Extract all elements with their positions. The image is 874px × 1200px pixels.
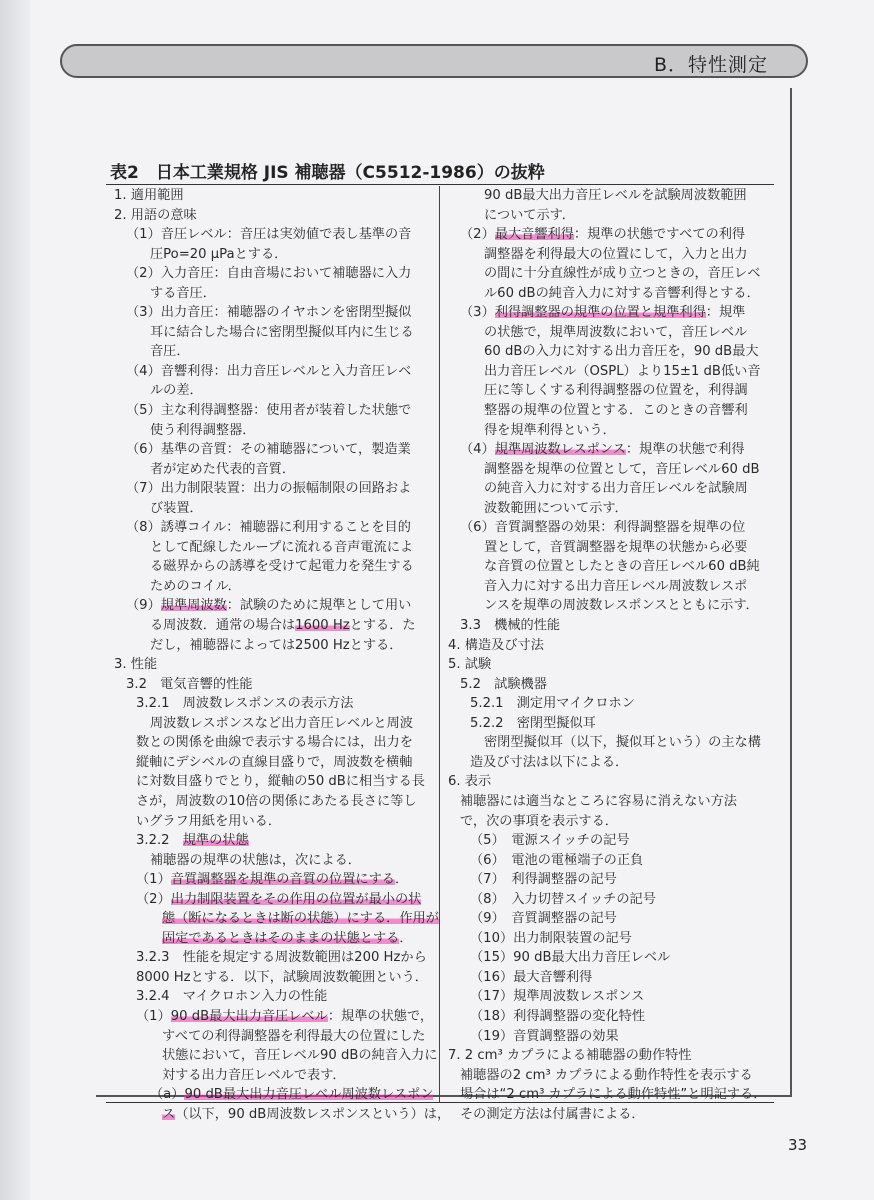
right-text-line: 6. 表示: [448, 774, 492, 790]
highlighted-text: 1600 Hz: [295, 618, 350, 634]
right-text-line: 得を規準利得という．: [484, 422, 616, 438]
left-text-line: （5）主な利得調整器：使用者が装着した状態で: [126, 403, 412, 419]
left-text-line: （1）音圧レベル：音圧は実効値で表し基準の音: [126, 227, 412, 243]
right-text-line: （4）規準周波数レスポンス：規準の状態で利得: [460, 442, 745, 458]
left-text-line: [114, 909, 439, 929]
highlighted-text: 90 dB最大出力音圧レベル: [170, 1008, 328, 1024]
right-text-line: 整器の規準の位置とする．このときの音響利: [484, 403, 748, 419]
left-text-line: 3. 性能: [114, 657, 158, 673]
right-text-line: の間に十分直線性が成り立つときの，音圧レベ: [484, 266, 761, 282]
right-text-line: な音質の位置としたときの音圧レベル60 dB純: [484, 559, 760, 575]
right-text-line: （18）利得調整器の変化特性: [470, 1008, 646, 1024]
right-text-line: （19）音質調整器の効果: [470, 1028, 619, 1044]
left-text-line: （6）基準の音質：その補聴器について，製造業: [126, 442, 411, 458]
highlighted-text: 最大音響利得: [494, 227, 574, 243]
section-title: B．特性測定: [653, 54, 768, 76]
left-text-line: （2）出力制限装置をその作用の位置が最小の状: [136, 891, 422, 907]
right-text-line: 調整器を規準の位置として，音圧レベル60 dB: [484, 461, 760, 477]
table-top-rule: [106, 184, 774, 185]
highlighted-text: ス: [162, 1106, 176, 1122]
left-text-line: ルの差．: [150, 383, 203, 399]
right-text-line: 音入力に対する出力音圧レベル周波数レスポ: [484, 578, 748, 594]
right-text-line: 場合は“2 cm³ カプラによる動作特性”と明記する．: [460, 1087, 767, 1103]
highlighted-text: 態（断になるときは断の状態）にする．作用が: [162, 911, 439, 927]
right-text-line: ンスを規準の周波数レスポンスとともに示す．: [484, 598, 759, 614]
left-text-line: 周波数レスポンスなど出力音圧レベルと周波: [150, 715, 413, 731]
left-text-line: 固定であるときはそのままの状態とする．: [162, 930, 413, 946]
right-text-line: 波数範囲について示す．: [484, 500, 628, 516]
highlighted-text: 規準周波数レスポンス: [494, 442, 626, 458]
left-text-line: 3.2.1 周波数レスポンスの表示方法: [136, 696, 354, 712]
left-text-line: （9）規準周波数：試験のために規準として用い: [126, 598, 412, 614]
left-text-line: （3）出力音圧：補聴器のイヤホンを密閉型擬似: [126, 305, 412, 321]
right-text-line: 密閉型擬似耳（以下，擬似耳という）の主な構: [484, 735, 761, 751]
left-text-line: （2）入力音圧：自由音場において補聴器に入力: [126, 266, 412, 282]
right-text-line: 5.2 試験機器: [460, 676, 547, 692]
right-text-line: （7） 利得調整器の記号: [470, 872, 617, 888]
left-text-line: （a）90 dB最大出力音圧レベル周波数レスポン: [150, 1087, 434, 1103]
left-text-line: 状態において，音圧レベル90 dBの純音入力に: [162, 1048, 438, 1064]
highlighted-text: 利得調整器の規準の位置と規準利得: [494, 305, 706, 321]
left-text-line: 1. 適用範囲: [114, 188, 184, 203]
right-text-line: （10）出力制限装置の記号: [470, 930, 632, 946]
right-text-line: （6） 電池の電極端子の正負: [470, 852, 644, 868]
right-column: [448, 186, 770, 1124]
left-text-line: いグラフ用紙を用いる．: [136, 813, 282, 829]
right-text-line: （6）音質調整器の効果：利得調整器を規準の位: [460, 520, 746, 536]
right-text-line: 5.2.1 測定用マイクロホン: [470, 696, 635, 712]
right-text-line: 7. 2 cm³ カプラによる補聴器の動作特性: [448, 1048, 692, 1064]
right-text-line: 5.2.2 密閉型擬似耳: [470, 715, 596, 731]
highlighted-text: 規準の状態: [182, 833, 249, 849]
highlighted-text: 音質調整器を規準の音質の位置にする: [170, 872, 395, 888]
left-text-line: さが，周波数の10倍の関係にあたる長さに等し: [136, 793, 417, 809]
left-text-line: に対数目盛りでとり，縦軸の50 dBに相当する長: [136, 774, 425, 790]
right-text-line: の状態で，規準周波数において，音圧レベル: [484, 324, 748, 340]
right-text-line: （15）90 dB最大出力音圧レベル: [470, 950, 671, 966]
right-text-line: 90 dB最大出力音圧レベルを試験周波数範囲: [484, 188, 747, 203]
left-text-line: （8）誘導コイル：補聴器に利用することを目的: [126, 520, 411, 536]
right-text-line: 5. 試験: [448, 657, 492, 673]
left-text-line: （1）90 dB最大出力音圧レベル：規準の状態で，: [136, 1008, 434, 1024]
right-text-line: 60 dBの入力に対する出力音圧を，90 dB最大: [484, 344, 759, 360]
left-text-line: 音圧．: [150, 344, 190, 360]
left-text-line: （1）音質調整器を規準の音質の位置にする．: [136, 872, 409, 888]
left-text-line: （4）音響利得：出力音圧レベルと入力音圧レベ: [126, 363, 412, 379]
right-text-line: （17）規準周波数レスポンス: [470, 989, 645, 1005]
right-text-line: （3）利得調整器の規準の位置と規準利得：規準: [460, 305, 746, 321]
right-text-line: （16）最大音響利得: [470, 969, 593, 985]
left-text-line: 8000 Hzとする．以下，試験周波数範囲という．: [136, 969, 428, 985]
table-title: 表2 日本工業規格 JIS 補聴器（C5512-1986）の抜粋: [110, 163, 545, 183]
left-text-line: び装置．: [150, 500, 203, 516]
left-text-line: る周波数．通常の場合は1600 Hzとする．た: [150, 618, 416, 634]
highlighted-text: 規準周波数: [160, 598, 227, 614]
left-text-line: すべての利得調整器を利得最大の位置にした: [162, 1028, 426, 1044]
right-text-line: その測定方法は付属書による．: [460, 1106, 645, 1122]
highlighted-text: 90 dB最大出力音圧レベル周波数レスポン: [184, 1087, 434, 1103]
right-text-line: （9） 音質調整器の記号: [470, 911, 617, 927]
left-text-line: 使う利得調整器．: [150, 422, 256, 438]
right-text-line: （5） 電源スイッチの記号: [470, 833, 630, 849]
right-text-line: （8） 入力切替スイッチの記号: [470, 891, 656, 907]
left-text-line: ス（以下，90 dB周波数レスポンスという）は，: [162, 1106, 451, 1122]
left-text-line: 補聴器の規準の状態は，次による．: [150, 852, 361, 868]
left-text-line: 3.2.2 規準の状態: [136, 833, 249, 849]
right-text-line: で，次の事項を表示する．: [460, 813, 618, 829]
right-text-line: 3.3 機械的性能: [460, 618, 561, 634]
left-text-line: 3.2.3 性能を規定する周波数範囲は200 Hzから: [136, 950, 427, 966]
left-text-line: 3.2.4 マイクロホン入力の性能: [136, 989, 328, 1005]
highlighted-text: 固定であるときはそのままの状態とする: [162, 930, 400, 946]
left-text-line: 対する出力音圧レベルで表す．: [162, 1067, 346, 1083]
right-text-line: 4. 構造及び寸法: [448, 637, 544, 653]
section-header-bar: [60, 44, 808, 78]
right-text-line: 圧に等しくする利得調整器の位置を，利得調: [484, 383, 748, 399]
left-text-line: として配線したループに流れる音声電流によ: [150, 539, 414, 555]
left-text-line: する音圧．: [150, 285, 216, 301]
left-text-line: 耳に結合した場合に密閉型擬似耳内に生じる: [150, 324, 414, 340]
right-text-line: 置として，音質調整器を規準の状態から必要: [484, 539, 748, 555]
left-text-line: （7）出力制限装置：出力の振幅制限の回路およ: [126, 481, 412, 497]
right-text-line: 調整器を利得最大の位置にして，入力と出力: [484, 246, 748, 262]
right-text-line: ル60 dBの純音入力に対する音響利得とする．: [484, 285, 760, 301]
right-text-line: （2）最大音響利得：規準の状態ですべての利得: [460, 227, 746, 243]
left-column: [114, 186, 451, 1124]
page-number: 33: [788, 1136, 808, 1154]
left-text-line: 者が定めた代表的音質．: [150, 461, 296, 477]
right-text-line: 補聴器には適当なところに容易に消えない方法: [460, 793, 737, 809]
left-text-line: 2. 用語の意味: [114, 207, 197, 223]
left-text-line: 数との関係を曲線で表示する場合には，出力を: [136, 735, 413, 751]
right-text-line: について示す．: [484, 207, 575, 223]
left-text-line: 圧Po=20 μPaとする．: [150, 246, 288, 262]
book-spine: [0, 0, 30, 1200]
left-text-line: 3.2 電気音響的性能: [126, 676, 253, 692]
right-text-line: の純音入力に対する出力音圧レベルを試験周: [484, 481, 748, 497]
left-text-line: ためのコイル．: [150, 578, 241, 594]
left-text-line: だし，補聴器によっては2500 Hzとする．: [150, 637, 403, 653]
right-text-line: 補聴器の2 cm³ カプラによる動作特性を表示する: [460, 1067, 753, 1083]
right-text-line: 出力音圧レベル（OSPL）より15±1 dB低い音: [484, 363, 761, 379]
frame-line-vertical: [790, 88, 792, 1096]
right-text-line: 造及び寸法は以下による．: [470, 754, 629, 770]
left-text-line: る磁界からの誘導を受けて起電力を発生する: [150, 559, 414, 575]
left-text-line: 縦軸にデシベルの直線目盛りで，周波数を横軸: [136, 754, 413, 770]
column-divider: [439, 186, 440, 1102]
highlighted-text: 出力制限装置をその作用の位置が最小の状: [170, 891, 422, 907]
